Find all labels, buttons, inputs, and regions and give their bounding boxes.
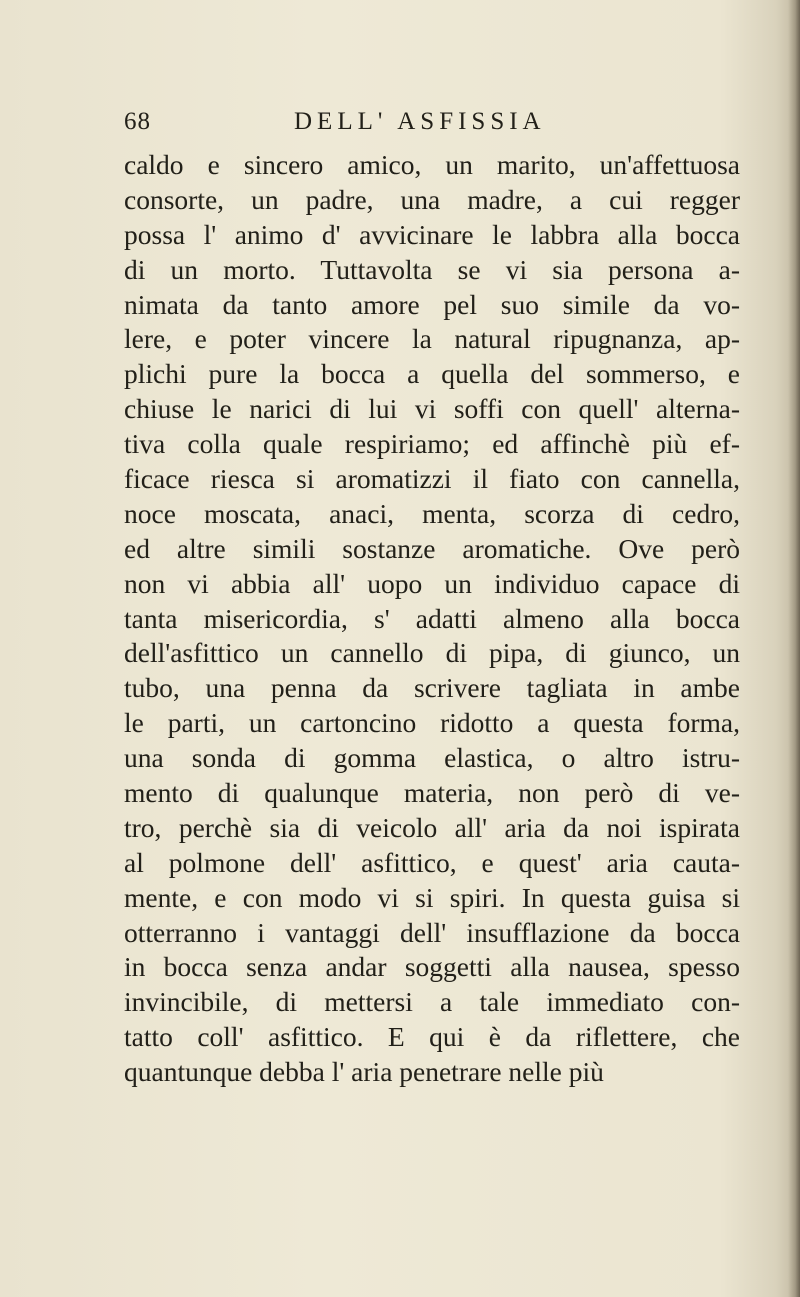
text-line: non vi abbia all' uopo un individuo capace di <box>124 567 740 599</box>
text-line: otterranno i vantaggi dell' insufflazione da bocca <box>124 916 740 948</box>
text-line: di un morto. Tuttavolta se vi sia persona a- <box>124 253 740 285</box>
body-text <box>124 148 740 1090</box>
text-line: caldo e sincero amico, un marito, un'affettuosa <box>124 149 740 180</box>
text-line: invincibile, di mettersi a tale immediato con- <box>124 986 740 1018</box>
text-line: consorte, un padre, una madre, a cui regger <box>124 183 740 215</box>
text-line: ficace riesca si aromatizzi il fiato con cannella, <box>124 463 740 495</box>
text-line: quantunque debba l' aria penetrare nelle più <box>124 1056 604 1088</box>
text-line: mento di qualunque materia, non però di ve- <box>124 777 740 809</box>
text-line: plichi pure la bocca a quella del sommerso, e <box>124 358 740 390</box>
text-line: tubo, una penna da scrivere tagliata in ambe <box>124 672 740 704</box>
text-line: lere, e poter vincere la natural ripugnanza, ap- <box>124 323 740 355</box>
text-line: tro, perchè sia di veicolo all' aria da noi ispirata <box>124 811 740 843</box>
text-line: al polmone dell' asfittico, e quest' aria cauta- <box>124 846 740 878</box>
text-line: dell'asfittico un cannello di pipa, di giunco, un <box>124 637 740 669</box>
running-title: DELL' ASFISSIA <box>294 108 546 135</box>
text-line: mente, e con modo vi si spiri. In questa guisa si <box>124 881 740 913</box>
text-line: tatto coll' asfittico. E qui è da riflettere, che <box>124 1021 740 1053</box>
text-line: tanta misericordia, s' adatti almeno alla bocca <box>124 602 740 634</box>
text-line: tiva colla quale respiriamo; ed affinchè più ef- <box>124 428 740 460</box>
text-line: chiuse le narici di lui vi soffi con quell' alterna- <box>124 393 740 425</box>
text-line: una sonda di gomma elastica, o altro istru- <box>124 742 740 774</box>
text-line: in bocca senza andar soggetti alla nausea, spesso <box>124 951 740 983</box>
page-number: 68 <box>124 108 151 135</box>
text-line: ed altre simili sostanze aromatiche. Ove però <box>124 532 740 564</box>
text-line: noce moscata, anaci, menta, scorza di cedro, <box>124 497 740 529</box>
running-head <box>124 108 594 142</box>
page-edge-shadow <box>788 0 800 1297</box>
text-line: le parti, un cartoncino ridotto a questa forma, <box>124 707 740 739</box>
text-line: possa l' animo d' avvicinare le labbra alla bocca <box>124 218 740 250</box>
text-line: nimata da tanto amore pel suo simile da vo- <box>124 288 740 320</box>
